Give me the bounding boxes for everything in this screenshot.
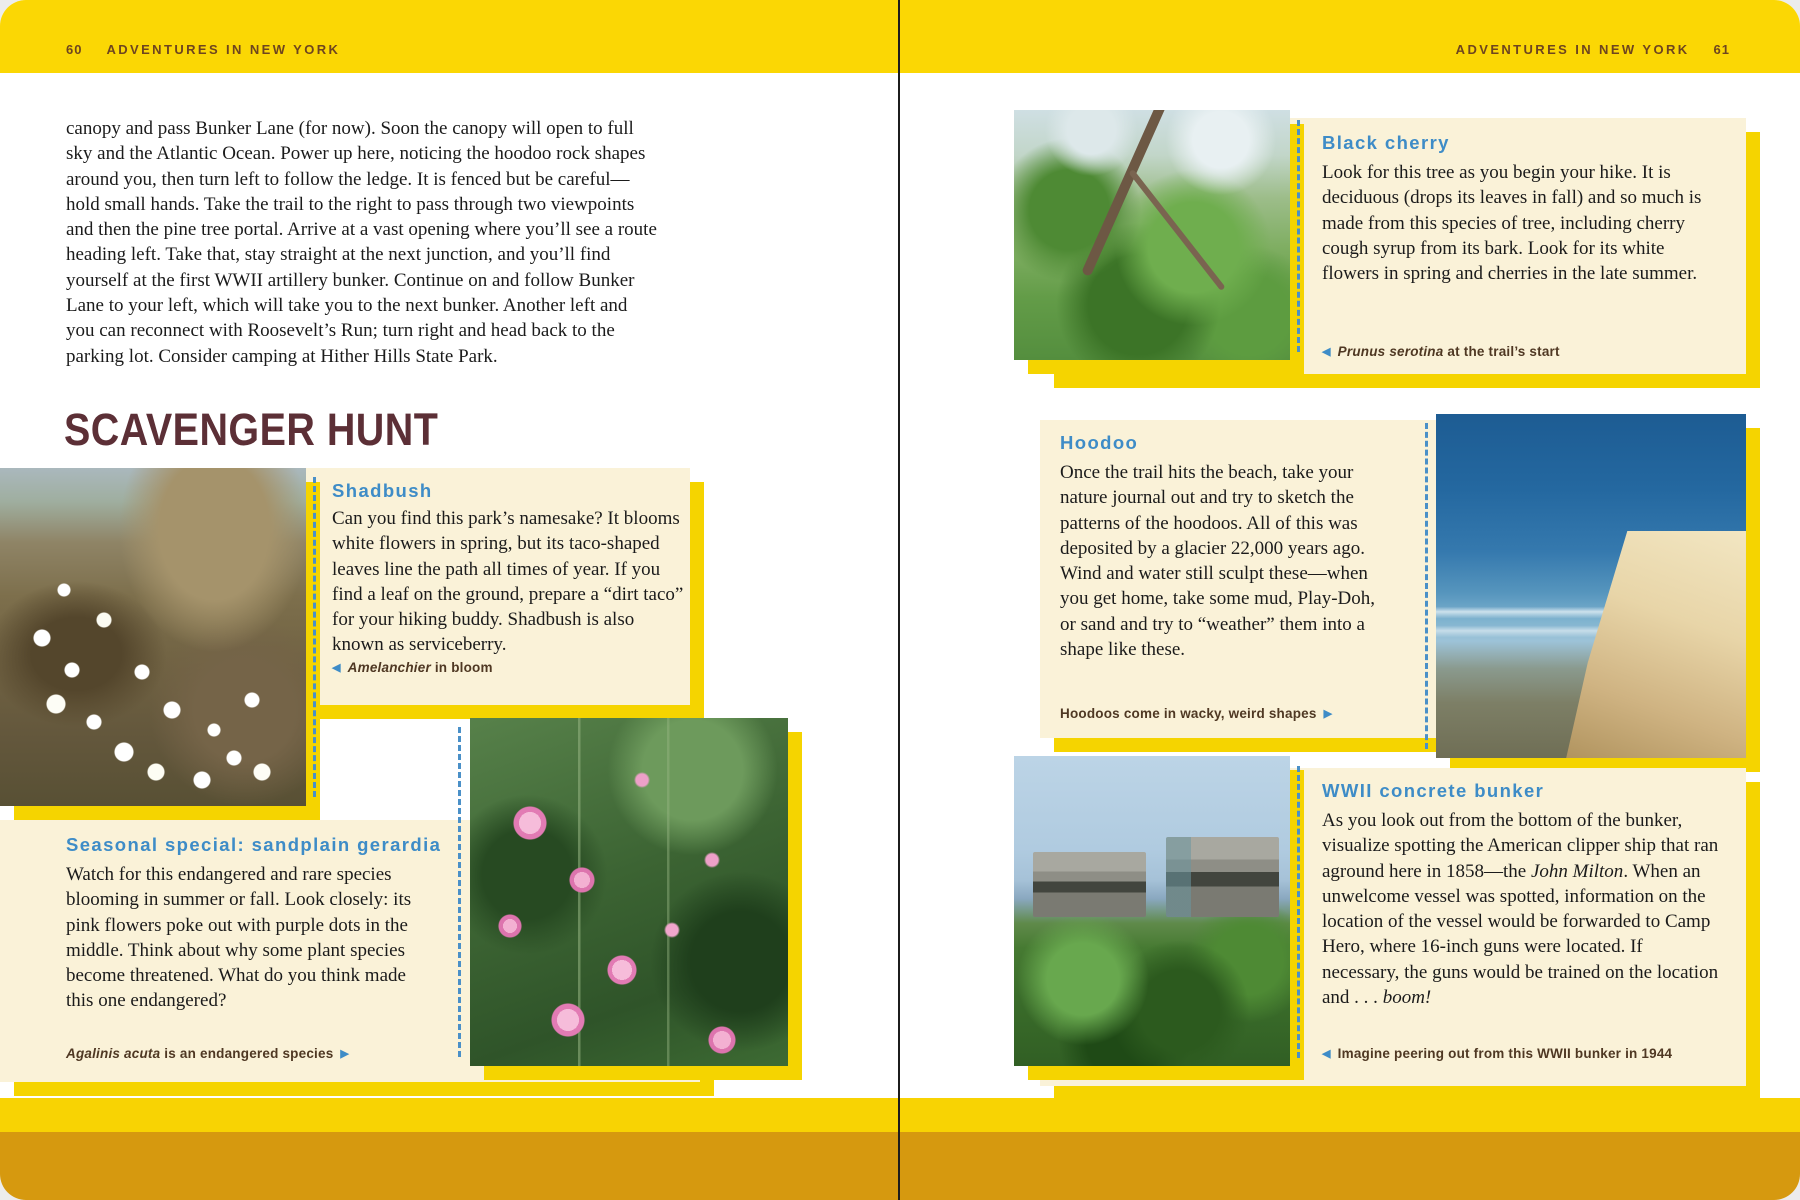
wwii-bunker-caption: [1322, 1046, 1672, 1061]
running-header-left: [66, 42, 340, 57]
caption-text: Amelanchier in bloom: [347, 660, 493, 675]
caption-arrow-right-icon: ▶: [340, 1048, 350, 1060]
wwii-bunker-body: As you look out from the bottom of the bunker, visualize spotting the American clipper ship that ran aground here in 1858—the John Milton. When an unwelcome vessel was spotted, information on the location of the vessel would be forwarded to Camp Hero, where 16-inch guns were located. If necessary, the guns would be trained on the location and . . . boom!: [1322, 810, 1719, 1009]
running-header-right: [1456, 42, 1730, 57]
hoodoo-caption: [1060, 706, 1332, 721]
page-number: 61: [1713, 42, 1730, 57]
caption-text: Agalinis acuta is an endangered species: [66, 1046, 334, 1061]
caption-text: Prunus serotina at the trail’s start: [1337, 344, 1560, 359]
bunker-block-shape: [1033, 852, 1146, 917]
gerardia-photo: [470, 718, 788, 1066]
black-cherry-body: Look for this tree as you begin your hike. It is deciduous (drops its leaves in fall) and so much is made from this species of tree, including cherry cough syrup from its bark. Look for its white flowers in spring and cherries in the late summer.: [1322, 162, 1702, 285]
caption-arrow-right-icon: ▶: [1323, 708, 1333, 720]
dashed-divider: [313, 477, 316, 797]
branch-shape: [1081, 110, 1166, 276]
section-title: SCAVENGER HUNT: [64, 404, 439, 455]
hoodoo-body: Once the trail hits the beach, take your nature journal out and try to sketch the patterns of the hoodoos. All of this was deposited by a glacier 22,000 years ago. Wind and water still sculpt these—when you get home, take some mud, Play-Doh, or sand and try to “weather” them into a shape like these.: [1060, 462, 1376, 661]
shadbush-body: Can you find this park’s namesake? It blooms white flowers in spring, but its taco-shaped leaves line the path all times of year. If you find a leaf on the ground, prepare a “dirt taco” for your hiking buddy. Shadbush is also known as serviceberry.: [332, 508, 684, 656]
black-cherry-title: Black cherry: [1322, 132, 1450, 153]
hoodoo-title: Hoodoo: [1060, 432, 1139, 453]
branch-shape: [1129, 169, 1226, 291]
shadbush-photo: [0, 468, 306, 806]
dashed-divider: [1297, 120, 1300, 352]
gerardia-caption: [66, 1046, 349, 1061]
caption-text: Hoodoos come in wacky, weird shapes: [1060, 706, 1317, 721]
hoodoo-cliff-shape: [1566, 531, 1746, 758]
gerardia-title: Seasonal special: sandplain gerardia: [66, 834, 442, 855]
shadbush-caption: [332, 660, 493, 675]
wwii-bunker-photo: [1014, 756, 1290, 1066]
black-cherry-caption: [1322, 344, 1560, 359]
left-page: [0, 0, 899, 1200]
caption-arrow-left-icon: ◀: [1322, 346, 1331, 358]
page-number: 60: [66, 42, 83, 57]
wwii-bunker-title: WWII concrete bunker: [1322, 780, 1545, 801]
caption-text: Imagine peering out from this WWII bunker in 1944: [1337, 1046, 1673, 1061]
hoodoo-photo: [1436, 414, 1746, 758]
intro-paragraph: canopy and pass Bunker Lane (for now). Soon the canopy will open to full sky and the Atlantic Ocean. Power up here, noticing the hoodoo rock shapes around you, then turn left to follow the ledge. It is fenced but be careful—hold small hands. Take the trail to the right to pass through two viewpoints and then the pine tree portal. Arrive at a vast opening where you’ll see a route heading left. Take that, stay straight at the next junction, and you’ll find yourself at the first WWII artillery bunker. Continue on and follow Bunker Lane to your left, which will take you to the next bunker. Another left and you can reconnect with Roosevelt’s Run; turn right and head back to the parking lot. Consider camping at Hither Hills State Park.: [66, 118, 657, 367]
bunker-block-shape: [1166, 837, 1279, 918]
running-header-title: ADVENTURES IN NEW YORK: [1455, 42, 1690, 57]
dashed-divider: [1425, 423, 1428, 749]
right-page: [901, 0, 1800, 1200]
gerardia-body: Watch for this endangered and rare species blooming in summer or fall. Look closely: its pink flowers poke out with purple dots in the middle. Think about why some plant species become threatened. What do you think made this one endangered?: [66, 864, 412, 1012]
dashed-divider: [1297, 766, 1300, 1058]
running-header-title: ADVENTURES IN NEW YORK: [106, 42, 341, 57]
caption-arrow-left-icon: ◀: [1322, 1048, 1331, 1060]
dashed-divider: [458, 727, 461, 1057]
shadbush-title: Shadbush: [332, 480, 433, 501]
caption-arrow-left-icon: ◀: [332, 662, 341, 674]
black-cherry-photo: [1014, 110, 1290, 360]
